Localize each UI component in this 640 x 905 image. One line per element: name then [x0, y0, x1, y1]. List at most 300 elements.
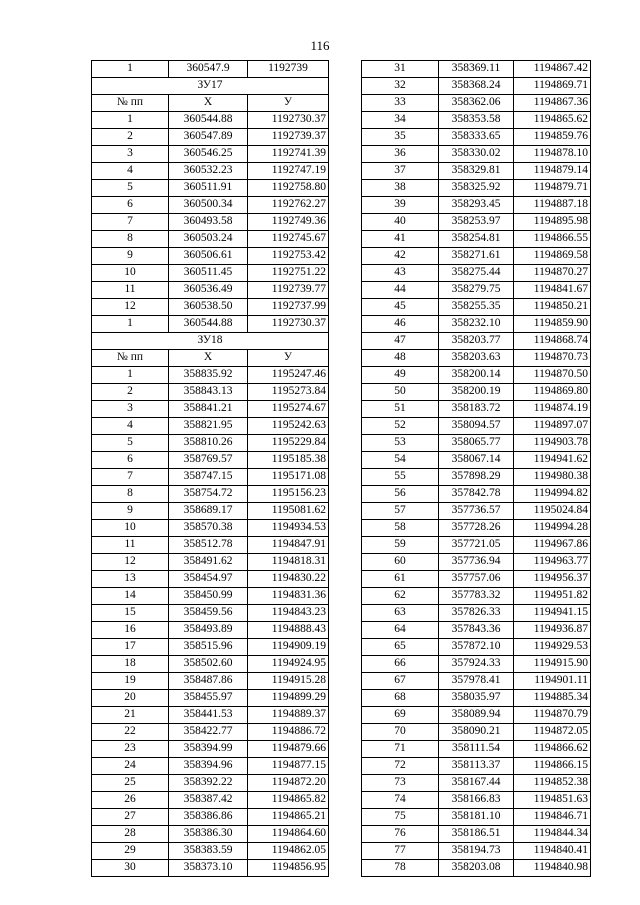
x-coordinate-cell: 358493.89 [169, 622, 248, 639]
y-coordinate-cell: 1194963.77 [514, 554, 591, 571]
y-coordinate-cell: 1195081.62 [248, 503, 329, 520]
page-number: 116 [310, 38, 330, 53]
y-coordinate-cell: 1194929.53 [514, 639, 591, 656]
table-row [92, 61, 329, 78]
y-coordinate-cell: 1192753.42 [248, 248, 329, 265]
y-coordinate-cell: 1192737.99 [248, 299, 329, 316]
y-coordinate-cell: 1194841.67 [514, 282, 591, 299]
y-coordinate-cell: 1194967.86 [514, 537, 591, 554]
y-coordinate-cell: 1194843.23 [248, 605, 329, 622]
table-row [92, 486, 329, 503]
point-number-cell: 69 [362, 707, 439, 724]
section-title-row [92, 78, 329, 95]
table-row [362, 350, 591, 367]
x-coordinate-cell: 357736.57 [439, 503, 514, 520]
table-row [92, 435, 329, 452]
table-row [92, 809, 329, 826]
table-row [362, 367, 591, 384]
table-row [92, 690, 329, 707]
y-coordinate-cell: 1195229.84 [248, 435, 329, 452]
y-coordinate-cell: 1194934.53 [248, 520, 329, 537]
y-coordinate-cell: 1192741.39 [248, 146, 329, 163]
point-number-cell: 28 [92, 826, 169, 843]
y-coordinate-cell: 1192749.36 [248, 214, 329, 231]
point-number-cell: 20 [92, 690, 169, 707]
x-coordinate-cell: 358111.54 [439, 741, 514, 758]
y-coordinate-cell: 1194885.34 [514, 690, 591, 707]
point-number-cell: 73 [362, 775, 439, 792]
table-row [362, 180, 591, 197]
point-number-cell: 1 [92, 316, 169, 333]
y-coordinate-cell: 1194924.95 [248, 656, 329, 673]
y-coordinate-cell: 1194865.21 [248, 809, 329, 826]
y-coordinate-cell: 1194887.18 [514, 197, 591, 214]
x-coordinate-cell: 357898.29 [439, 469, 514, 486]
x-coordinate-cell: 358455.97 [169, 690, 248, 707]
y-coordinate-cell: 1194856.95 [248, 860, 329, 877]
x-coordinate-cell: 358035.97 [439, 690, 514, 707]
table-row [92, 741, 329, 758]
point-number-cell: 44 [362, 282, 439, 299]
table-row [92, 860, 329, 877]
x-coordinate-cell: 358186.51 [439, 826, 514, 843]
y-coordinate-cell: 1195185.38 [248, 452, 329, 469]
table-row [362, 707, 591, 724]
y-coordinate-cell: 1192730.37 [248, 316, 329, 333]
table-row [362, 163, 591, 180]
x-coordinate-cell: 357783.32 [439, 588, 514, 605]
table-row [362, 384, 591, 401]
table-row [362, 588, 591, 605]
point-number-cell: 66 [362, 656, 439, 673]
x-coordinate-cell: 357728.26 [439, 520, 514, 537]
point-number-cell: 53 [362, 435, 439, 452]
table-row [362, 571, 591, 588]
x-coordinate-cell: 360544.88 [169, 112, 248, 129]
table-row [362, 775, 591, 792]
table-row [92, 571, 329, 588]
point-number-cell: 2 [92, 384, 169, 401]
x-coordinate-cell: 360506.61 [169, 248, 248, 265]
point-number-cell: 23 [92, 741, 169, 758]
table-row [92, 129, 329, 146]
x-coordinate-cell: 358329.81 [439, 163, 514, 180]
x-coordinate-cell: 357843.36 [439, 622, 514, 639]
x-coordinate-cell: 360546.25 [169, 146, 248, 163]
x-coordinate-cell: 358254.81 [439, 231, 514, 248]
table-row [92, 197, 329, 214]
x-coordinate-cell: 358392.22 [169, 775, 248, 792]
table-row [362, 469, 591, 486]
y-coordinate-cell: 1195274.67 [248, 401, 329, 418]
y-coordinate-cell: 1194870.73 [514, 350, 591, 367]
point-number-cell: 24 [92, 758, 169, 775]
table-row [92, 316, 329, 333]
x-coordinate-cell: 358362.06 [439, 95, 514, 112]
x-coordinate-cell: 360503.24 [169, 231, 248, 248]
y-coordinate-cell: 1194878.10 [514, 146, 591, 163]
x-coordinate-cell: 358383.59 [169, 843, 248, 860]
header-y-coordinate-cell: У [248, 350, 329, 367]
y-coordinate-cell: 1194879.71 [514, 180, 591, 197]
table-row [92, 792, 329, 809]
x-coordinate-cell: 358203.63 [439, 350, 514, 367]
y-coordinate-cell: 1194879.66 [248, 741, 329, 758]
header-point-number-cell: № пп [92, 350, 169, 367]
x-coordinate-cell: 358232.10 [439, 316, 514, 333]
y-coordinate-cell: 1194870.79 [514, 707, 591, 724]
x-coordinate-cell: 358353.58 [439, 112, 514, 129]
x-coordinate-cell: 357757.06 [439, 571, 514, 588]
x-coordinate-cell: 358293.45 [439, 197, 514, 214]
x-coordinate-cell: 358512.78 [169, 537, 248, 554]
point-number-cell: 5 [92, 180, 169, 197]
y-coordinate-cell: 1192730.37 [248, 112, 329, 129]
x-coordinate-cell: 358275.44 [439, 265, 514, 282]
point-number-cell: 59 [362, 537, 439, 554]
table-row [362, 860, 591, 877]
x-coordinate-cell: 358394.99 [169, 741, 248, 758]
x-coordinate-cell: 358487.86 [169, 673, 248, 690]
point-number-cell: 77 [362, 843, 439, 860]
y-coordinate-cell: 1194859.76 [514, 129, 591, 146]
point-number-cell: 51 [362, 401, 439, 418]
point-number-cell: 78 [362, 860, 439, 877]
table-row [92, 673, 329, 690]
y-coordinate-cell: 1194872.05 [514, 724, 591, 741]
point-number-cell: 27 [92, 809, 169, 826]
y-coordinate-cell: 1194866.15 [514, 758, 591, 775]
x-coordinate-cell: 358843.13 [169, 384, 248, 401]
point-number-cell: 1 [92, 61, 169, 78]
point-number-cell: 26 [92, 792, 169, 809]
x-coordinate-cell: 357978.41 [439, 673, 514, 690]
point-number-cell: 72 [362, 758, 439, 775]
table-row [362, 537, 591, 554]
point-number-cell: 8 [92, 231, 169, 248]
table-row [362, 78, 591, 95]
point-number-cell: 46 [362, 316, 439, 333]
y-coordinate-cell: 1194859.90 [514, 316, 591, 333]
x-coordinate-cell: 358387.42 [169, 792, 248, 809]
y-coordinate-cell: 1194865.62 [514, 112, 591, 129]
x-coordinate-cell: 358255.35 [439, 299, 514, 316]
y-coordinate-cell: 1195171.08 [248, 469, 329, 486]
point-number-cell: 62 [362, 588, 439, 605]
x-coordinate-cell: 358570.38 [169, 520, 248, 537]
table-row [92, 843, 329, 860]
header-x-coordinate-cell: X [169, 350, 248, 367]
column-header-row [92, 95, 329, 112]
point-number-cell: 3 [92, 146, 169, 163]
table-row [362, 792, 591, 809]
y-coordinate-cell: 1194870.27 [514, 265, 591, 282]
table-row [362, 333, 591, 350]
header-x-coordinate-cell: X [169, 95, 248, 112]
y-coordinate-cell: 1194956.37 [514, 571, 591, 588]
header-y-coordinate-cell: У [248, 95, 329, 112]
y-coordinate-cell: 1194869.58 [514, 248, 591, 265]
point-number-cell: 54 [362, 452, 439, 469]
point-number-cell: 43 [362, 265, 439, 282]
table-row [362, 673, 591, 690]
y-coordinate-cell: 1195247.46 [248, 367, 329, 384]
table-row [92, 214, 329, 231]
point-number-cell: 49 [362, 367, 439, 384]
x-coordinate-cell: 358065.77 [439, 435, 514, 452]
y-coordinate-cell: 1192739 [248, 61, 329, 78]
point-number-cell: 1 [92, 112, 169, 129]
table-row [362, 231, 591, 248]
section-title-row [92, 333, 329, 350]
x-coordinate-cell: 358368.24 [439, 78, 514, 95]
y-coordinate-cell: 1194851.63 [514, 792, 591, 809]
point-number-cell: 36 [362, 146, 439, 163]
y-coordinate-cell: 1192745.67 [248, 231, 329, 248]
table-row [92, 401, 329, 418]
table-row [362, 639, 591, 656]
x-coordinate-cell: 360544.88 [169, 316, 248, 333]
table-row [362, 214, 591, 231]
x-coordinate-cell: 358203.77 [439, 333, 514, 350]
y-coordinate-cell: 1194847.91 [248, 537, 329, 554]
point-number-cell: 60 [362, 554, 439, 571]
point-number-cell: 7 [92, 469, 169, 486]
x-coordinate-cell: 358279.75 [439, 282, 514, 299]
table-row [362, 486, 591, 503]
y-coordinate-cell: 1194895.98 [514, 214, 591, 231]
x-coordinate-cell: 358491.62 [169, 554, 248, 571]
point-number-cell: 70 [362, 724, 439, 741]
table-row [362, 826, 591, 843]
x-coordinate-cell: 360538.50 [169, 299, 248, 316]
point-number-cell: 58 [362, 520, 439, 537]
y-coordinate-cell: 1192739.77 [248, 282, 329, 299]
y-coordinate-cell: 1194915.28 [248, 673, 329, 690]
table-row [362, 61, 591, 78]
point-number-cell: 4 [92, 163, 169, 180]
table-row [92, 707, 329, 724]
point-number-cell: 7 [92, 214, 169, 231]
y-coordinate-cell: 1194862.05 [248, 843, 329, 860]
x-coordinate-cell: 358369.11 [439, 61, 514, 78]
point-number-cell: 29 [92, 843, 169, 860]
x-coordinate-cell: 358373.10 [169, 860, 248, 877]
point-number-cell: 67 [362, 673, 439, 690]
x-coordinate-cell: 358689.17 [169, 503, 248, 520]
table-row [362, 741, 591, 758]
column-header-row [92, 350, 329, 367]
y-coordinate-cell: 1194889.37 [248, 707, 329, 724]
y-coordinate-cell: 1194874.19 [514, 401, 591, 418]
x-coordinate-cell: 358821.95 [169, 418, 248, 435]
point-number-cell: 42 [362, 248, 439, 265]
y-coordinate-cell: 1194941.62 [514, 452, 591, 469]
y-coordinate-cell: 1194840.41 [514, 843, 591, 860]
y-coordinate-cell: 1192751.22 [248, 265, 329, 282]
x-coordinate-cell: 358183.72 [439, 401, 514, 418]
table-row [92, 639, 329, 656]
x-coordinate-cell: 358330.02 [439, 146, 514, 163]
table-row [362, 146, 591, 163]
y-coordinate-cell: 1195242.63 [248, 418, 329, 435]
y-coordinate-cell: 1194818.31 [248, 554, 329, 571]
table-row [362, 622, 591, 639]
table-row [92, 452, 329, 469]
x-coordinate-cell: 358194.73 [439, 843, 514, 860]
table-row [362, 724, 591, 741]
point-number-cell: 50 [362, 384, 439, 401]
y-coordinate-cell: 1194846.71 [514, 809, 591, 826]
y-coordinate-cell: 1194903.78 [514, 435, 591, 452]
y-coordinate-cell: 1194844.34 [514, 826, 591, 843]
point-number-cell: 11 [92, 282, 169, 299]
table-row [362, 418, 591, 435]
y-coordinate-cell: 1194866.62 [514, 741, 591, 758]
y-coordinate-cell: 1194870.50 [514, 367, 591, 384]
x-coordinate-cell: 358450.99 [169, 588, 248, 605]
table-row [362, 435, 591, 452]
y-coordinate-cell: 1194872.20 [248, 775, 329, 792]
y-coordinate-cell: 1194888.43 [248, 622, 329, 639]
point-number-cell: 11 [92, 537, 169, 554]
x-coordinate-cell: 360536.49 [169, 282, 248, 299]
point-number-cell: 21 [92, 707, 169, 724]
point-number-cell: 15 [92, 605, 169, 622]
point-number-cell: 56 [362, 486, 439, 503]
table-row [92, 384, 329, 401]
x-coordinate-cell: 358386.30 [169, 826, 248, 843]
point-number-cell: 31 [362, 61, 439, 78]
x-coordinate-cell: 358754.72 [169, 486, 248, 503]
point-number-cell: 8 [92, 486, 169, 503]
x-coordinate-cell: 358386.86 [169, 809, 248, 826]
x-coordinate-cell: 358167.44 [439, 775, 514, 792]
x-coordinate-cell: 360500.34 [169, 197, 248, 214]
y-coordinate-cell: 1194897.07 [514, 418, 591, 435]
x-coordinate-cell: 358515.96 [169, 639, 248, 656]
table-row [362, 401, 591, 418]
x-coordinate-cell: 358113.37 [439, 758, 514, 775]
table-row [92, 605, 329, 622]
y-coordinate-cell: 1194864.60 [248, 826, 329, 843]
y-coordinate-cell: 1192739.37 [248, 129, 329, 146]
point-number-cell: 61 [362, 571, 439, 588]
point-number-cell: 76 [362, 826, 439, 843]
table-row [92, 248, 329, 265]
y-coordinate-cell: 1195273.84 [248, 384, 329, 401]
point-number-cell: 6 [92, 197, 169, 214]
point-number-cell: 41 [362, 231, 439, 248]
x-coordinate-cell: 360547.89 [169, 129, 248, 146]
point-number-cell: 47 [362, 333, 439, 350]
table-row [92, 588, 329, 605]
x-coordinate-cell: 358769.57 [169, 452, 248, 469]
table-row [362, 95, 591, 112]
y-coordinate-cell: 1194899.29 [248, 690, 329, 707]
table-row [362, 299, 591, 316]
point-number-cell: 74 [362, 792, 439, 809]
x-coordinate-cell: 358422.77 [169, 724, 248, 741]
y-coordinate-cell: 1194869.71 [514, 78, 591, 95]
x-coordinate-cell: 357736.94 [439, 554, 514, 571]
point-number-cell: 10 [92, 265, 169, 282]
x-coordinate-cell: 358835.92 [169, 367, 248, 384]
point-number-cell: 71 [362, 741, 439, 758]
coordinates-table-left [91, 60, 329, 877]
table-row [362, 282, 591, 299]
table-row [92, 282, 329, 299]
table-row [362, 656, 591, 673]
table-row [92, 299, 329, 316]
table-row [92, 775, 329, 792]
table-row [362, 452, 591, 469]
x-coordinate-cell: 357842.78 [439, 486, 514, 503]
x-coordinate-cell: 358067.14 [439, 452, 514, 469]
point-number-cell: 17 [92, 639, 169, 656]
point-number-cell: 57 [362, 503, 439, 520]
table-row [92, 163, 329, 180]
table-row [92, 367, 329, 384]
point-number-cell: 1 [92, 367, 169, 384]
y-coordinate-cell: 1194980.38 [514, 469, 591, 486]
table-row [92, 146, 329, 163]
y-coordinate-cell: 1194886.72 [248, 724, 329, 741]
y-coordinate-cell: 1194994.82 [514, 486, 591, 503]
point-number-cell: 35 [362, 129, 439, 146]
table-row [92, 724, 329, 741]
x-coordinate-cell: 358441.53 [169, 707, 248, 724]
y-coordinate-cell: 1194867.36 [514, 95, 591, 112]
x-coordinate-cell: 358325.92 [439, 180, 514, 197]
table-row [362, 316, 591, 333]
y-coordinate-cell: 1192758.80 [248, 180, 329, 197]
x-coordinate-cell: 358094.57 [439, 418, 514, 435]
point-number-cell: 5 [92, 435, 169, 452]
x-coordinate-cell: 360532.23 [169, 163, 248, 180]
point-number-cell: 55 [362, 469, 439, 486]
table-row [92, 503, 329, 520]
y-coordinate-cell: 1194994.28 [514, 520, 591, 537]
table-row [362, 265, 591, 282]
x-coordinate-cell: 360511.91 [169, 180, 248, 197]
y-coordinate-cell: 1194909.19 [248, 639, 329, 656]
point-number-cell: 30 [92, 860, 169, 877]
table-row [92, 554, 329, 571]
point-number-cell: 9 [92, 248, 169, 265]
y-coordinate-cell: 1194866.55 [514, 231, 591, 248]
y-coordinate-cell: 1194840.98 [514, 860, 591, 877]
x-coordinate-cell: 358271.61 [439, 248, 514, 265]
y-coordinate-cell: 1194915.90 [514, 656, 591, 673]
x-coordinate-cell: 358181.10 [439, 809, 514, 826]
point-number-cell: 6 [92, 452, 169, 469]
table-row [92, 758, 329, 775]
x-coordinate-cell: 360547.9 [169, 61, 248, 78]
y-coordinate-cell: 1194869.80 [514, 384, 591, 401]
point-number-cell: 33 [362, 95, 439, 112]
table-row [362, 129, 591, 146]
y-coordinate-cell: 1195156.23 [248, 486, 329, 503]
y-coordinate-cell: 1194941.15 [514, 605, 591, 622]
y-coordinate-cell: 1194831.36 [248, 588, 329, 605]
table-row [362, 503, 591, 520]
point-number-cell: 48 [362, 350, 439, 367]
point-number-cell: 19 [92, 673, 169, 690]
y-coordinate-cell: 1194830.22 [248, 571, 329, 588]
x-coordinate-cell: 358747.15 [169, 469, 248, 486]
y-coordinate-cell: 1194951.82 [514, 588, 591, 605]
